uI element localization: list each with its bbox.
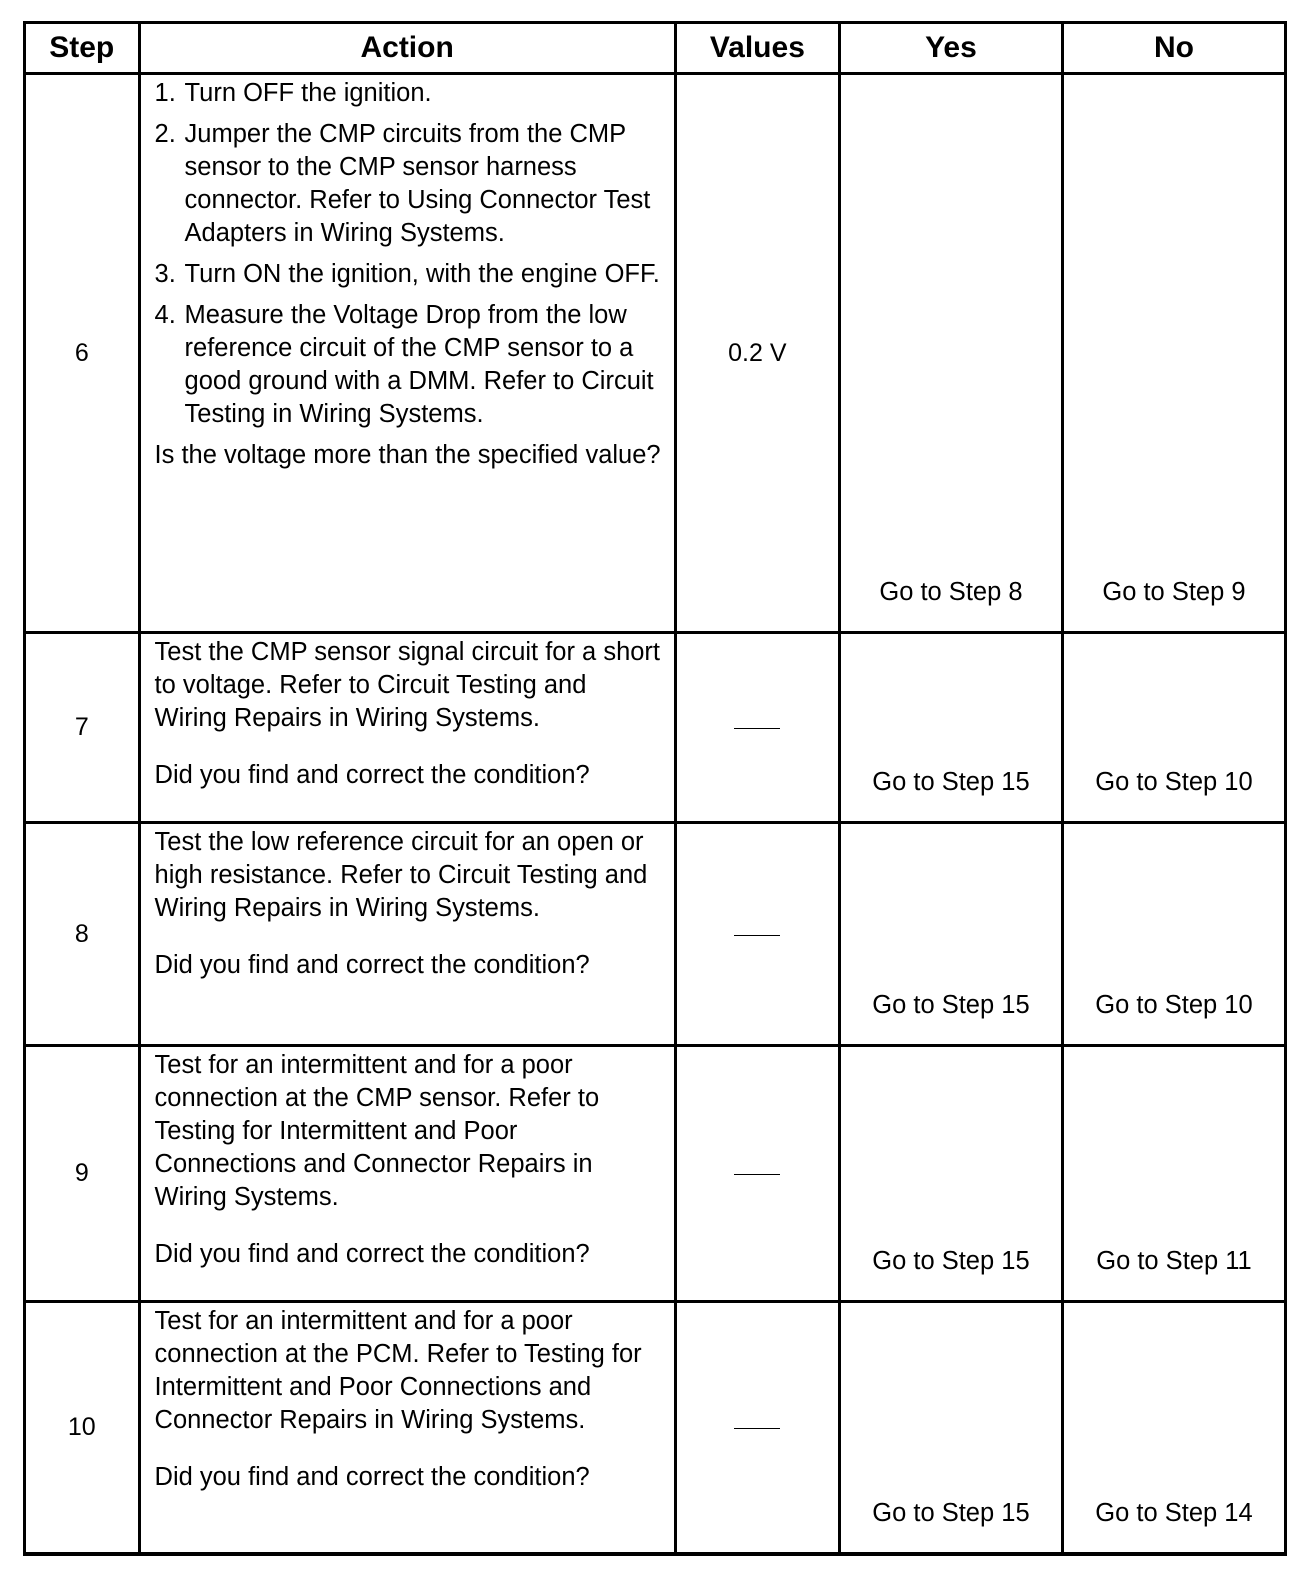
action-text: Test for an intermittent and for a poor connection at the PCM. Refer to Testing for Intermittent and Poor Connections and Connector Repairs in Wiring Systems. bbox=[154, 1307, 642, 1434]
not-applicable-dash bbox=[734, 935, 780, 936]
table-row bbox=[25, 633, 1286, 823]
no-cell: Go to Step 14 bbox=[1062, 1302, 1285, 1554]
action-steps-list bbox=[155, 77, 664, 431]
action-step-number: 4. bbox=[154, 301, 176, 329]
table-row bbox=[25, 823, 1286, 1046]
action-question: Did you find and correct the condition? bbox=[154, 761, 590, 789]
table-row bbox=[25, 1302, 1286, 1554]
table-row bbox=[25, 74, 1286, 633]
step-number: 10 bbox=[25, 1302, 140, 1554]
action-step-number: 3. bbox=[154, 260, 176, 288]
table-row bbox=[25, 1046, 1286, 1302]
value-cell bbox=[675, 633, 839, 823]
action-question: Is the voltage more than the specified value? bbox=[154, 441, 661, 469]
header-yes: Yes bbox=[839, 23, 1062, 74]
action-cell bbox=[139, 1302, 675, 1554]
action-step-text: Turn OFF the ignition. bbox=[184, 79, 432, 107]
action-step bbox=[155, 118, 664, 250]
header-action: Action bbox=[139, 23, 675, 74]
action-step-number: 2. bbox=[154, 120, 176, 148]
yes-cell: Go to Step 15 bbox=[839, 1302, 1062, 1554]
action-step-text: Jumper the CMP circuits from the CMP sensor to the CMP sensor harness connector. Refer to Using Connector Test Adapters in Wiring Systems. bbox=[184, 120, 651, 247]
header-row bbox=[25, 23, 1286, 74]
no-cell: Go to Step 10 bbox=[1062, 823, 1285, 1046]
header-values: Values bbox=[675, 23, 839, 74]
action-step bbox=[155, 299, 664, 431]
action-text: Test for an intermittent and for a poor connection at the CMP sensor. Refer to Testing for Intermittent and Poor Connections and Connector Repairs in Wiring Systems. bbox=[154, 1051, 600, 1211]
yes-cell: Go to Step 15 bbox=[839, 1046, 1062, 1302]
action-step bbox=[155, 258, 664, 291]
not-applicable-dash bbox=[734, 728, 780, 729]
value-cell: 0.2 V bbox=[675, 74, 839, 633]
action-step-text: Measure the Voltage Drop from the low reference circuit of the CMP sensor to a good ground with a DMM. Refer to Circuit Testing in Wiring Systems. bbox=[184, 301, 654, 428]
no-cell: Go to Step 11 bbox=[1062, 1046, 1285, 1302]
yes-cell: Go to Step 8 bbox=[839, 74, 1062, 633]
no-cell: Go to Step 9 bbox=[1062, 74, 1285, 633]
value-cell bbox=[675, 1046, 839, 1302]
action-text: Test the low reference circuit for an open or high resistance. Refer to Circuit Testing and Wiring Repairs in Wiring Systems. bbox=[154, 828, 648, 922]
action-question: Did you find and correct the condition? bbox=[154, 1240, 590, 1268]
action-step bbox=[155, 77, 664, 110]
not-applicable-dash bbox=[734, 1428, 780, 1429]
action-question: Did you find and correct the condition? bbox=[154, 951, 590, 979]
not-applicable-dash bbox=[734, 1174, 780, 1175]
action-cell bbox=[139, 74, 675, 633]
action-step-text: Turn ON the ignition, with the engine OFF. bbox=[184, 260, 660, 288]
action-cell bbox=[139, 823, 675, 1046]
yes-cell: Go to Step 15 bbox=[839, 633, 1062, 823]
action-cell bbox=[139, 633, 675, 823]
action-cell bbox=[139, 1046, 675, 1302]
action-step-number: 1. bbox=[154, 79, 176, 107]
value-cell bbox=[675, 1302, 839, 1554]
header-step: Step bbox=[25, 23, 140, 74]
action-text: Test the CMP sensor signal circuit for a short to voltage. Refer to Circuit Testing and Wiring Repairs in Wiring Systems. bbox=[154, 638, 661, 732]
yes-cell: Go to Step 15 bbox=[839, 823, 1062, 1046]
action-question: Did you find and correct the condition? bbox=[154, 1463, 590, 1491]
header-no: No bbox=[1062, 23, 1285, 74]
no-cell: Go to Step 10 bbox=[1062, 633, 1285, 823]
diagnostic-table bbox=[23, 21, 1287, 1556]
step-number: 8 bbox=[25, 823, 140, 1046]
step-number: 9 bbox=[25, 1046, 140, 1302]
step-number: 7 bbox=[25, 633, 140, 823]
step-number: 6 bbox=[25, 74, 140, 633]
value-cell bbox=[675, 823, 839, 1046]
